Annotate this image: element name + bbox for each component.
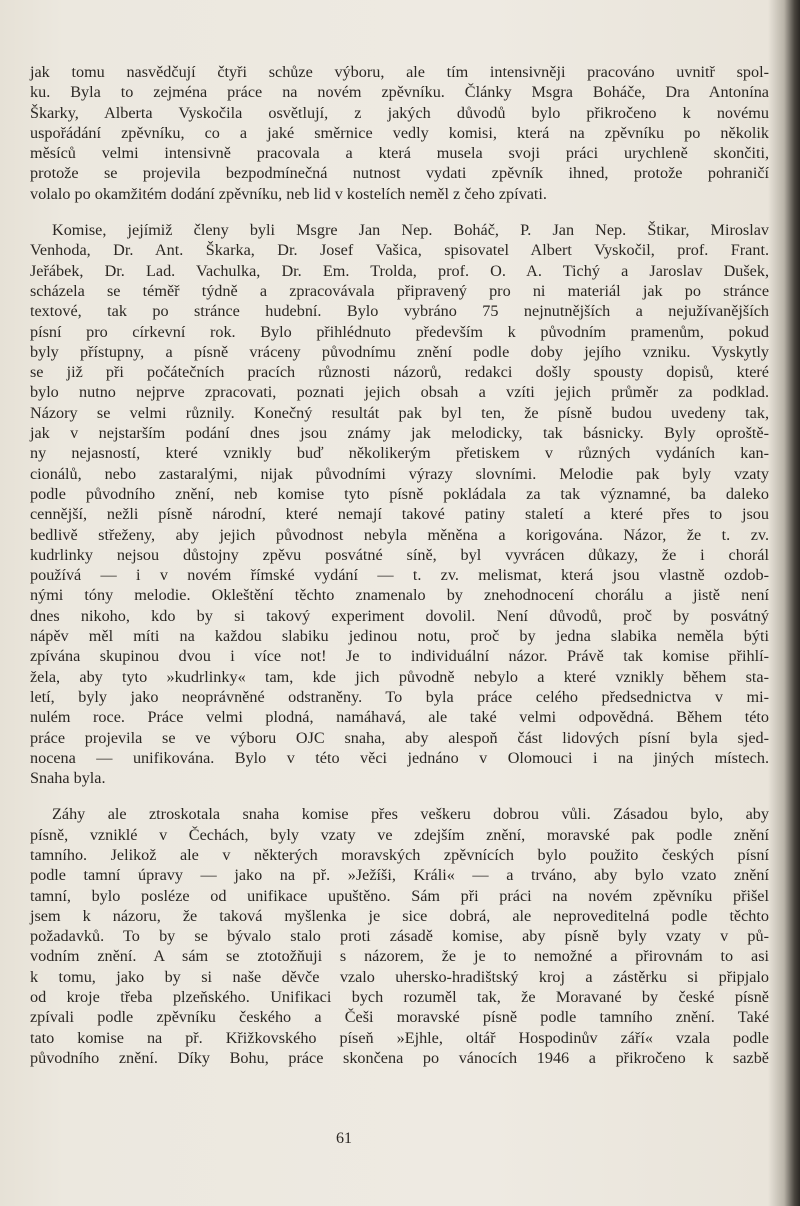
text-line: používá — i v novém římské vydání — t. zv. melismat, která jsou vlastně ozdob- [30,566,769,585]
text-line: volalo po okamžitém dodání zpěvníku, neb lid v kostelích neměl z čeho zpívati. [30,184,547,203]
text-line: Komise, jejímiž členy byli Msgre Jan Nep. Boháč, P. Jan Nep. Štikar, Miroslav [52,221,769,240]
text-line: dnes nikoho, kdo by si takový experiment dovolil. Není důvodů, proč by posvátný [30,606,769,625]
text-line: vodním znění. A sám se ztotožňuji s názorem, že je to nemožné a přirovnám to asi [30,947,769,966]
text-line: bedlivě střeženy, aby jejich původnost nebyla měněna a korigována. Názor, že t. zv. [30,525,769,544]
text-line: byly přístupny, a písně vráceny původnímu znění podle doby jejího vzniku. Vyskytly [30,342,769,361]
text-line: k tomu, jako by si naše děvče vzalo uhersko-hradištský kroj a zástěrku si připjalo [30,967,769,986]
text-line: kudrlinky nejsou důstojny zpěvu posvátné síně, byl vyvrácen důkazy, že i chorál [30,545,769,564]
text-line: požadavků. To by se bývalo stalo proti zásadě komise, aby písně byly vzaty v pů- [30,927,769,946]
text-line: písně, vzniklé v Čechách, byly vzaty ve zdejším znění, moravské pak podle znění [30,825,769,844]
text-line: od kroje třeba plzeňského. Unifikaci bych rozuměl tak, že Moravané by české písně [30,988,769,1007]
text-line: protože se projevila bezpodmínečná nutnost vydati zpěvník ihned, protože pohraničí [30,164,769,183]
text-line: tato komise na př. Křižkovského píseň »Ejhle, oltář Hospodinův září« vzala podle [30,1028,769,1047]
text-line: podle původního znění, neb komise tyto písně pokládala za tak významné, ba daleko [30,484,769,503]
text-line: nými tóny melodie. Okleštění těchto znamenalo by znehodnocení chorálu a jistě není [30,586,769,605]
text-line: ny nejasností, které vznikly buď několikerým přetiskem v různých vydáních kan- [30,444,769,463]
text-line: Venhoda, Dr. Ant. Škarka, Dr. Josef Vašica, spisovatel Albert Vyskočil, prof. Frant. [30,241,769,260]
text-line: žela, aby tyto »kudrlinky« tam, kde jich původně nebylo a které vznikly během sta- [30,667,769,686]
text-line: Názory se velmi různily. Konečný resultát pak byl ten, že písně budou uvedeny tak, [30,403,769,422]
text-line: nulém roce. Práce velmi plodná, namáhavá, ale také velmi odpovědná. Během této [30,708,769,727]
text-line: cennější, nežli písně národní, které nemají takové patiny staletí a které přes to jsou [30,505,769,524]
body-text [30,62,769,1084]
page-number: 61 [336,1130,352,1147]
text-line: textové, tak po stránce hudební. Bylo vybráno 75 nejnutnějších a nejužívanějších [30,302,769,321]
text-line: bylo nutno nejprve zpracovati, poznati jejich obsah a vzíti jejich průměr za podklad. [30,383,769,402]
text-line: podle tamní úpravy — jako na př. »Ježíši, Králi« — a trváno, aby bylo vzato znění [30,866,769,885]
text-line: cionálů, nebo zastaralými, nijak původními výrazy slovními. Melodie pak byly vzaty [30,464,769,483]
text-line: Snaha byla. [30,769,106,788]
text-line: jak v nejstarším podání dnes jsou známy jak melodicky, tak básnicky. Byly oproště- [30,424,769,443]
text-line: Škarky, Alberta Vyskočila osvětlují, z jakých důvodů bylo přikročeno k novému [30,103,769,122]
text-line: nocena — unifikována. Bylo v této věci jednáno v Olomouci i na jiných místech. [30,748,769,767]
text-line: scházela se téměř týdně a zpracovávala připravený pro ni materiál jak po stránce [30,281,769,300]
paragraph [30,220,769,788]
text-line: zpívali podle zpěvníku českého a Češi moravské písně podle tamního znění. Také [30,1008,769,1027]
text-line: jak tomu nasvědčují čtyři schůze výboru, ale tím intensivněji pracováno uvnitř spol- [30,63,769,81]
text-line: původního znění. Díky Bohu, práce skončena po vánocích 1946 a přikročeno k sazbě [30,1048,769,1067]
paragraph [30,62,769,204]
text-line: tamního. Jelikož ale v některých moravských zpěvnících bylo použito českých písní [30,845,769,864]
text-line: se již při počátečních pracích různosti názorů, redakci došly spousty dopisů, které [30,363,769,382]
paragraph [30,804,769,1068]
text-line: jsem k názoru, že taková myšlenka je sice dobrá, ale neproveditelná podle těchto [30,906,769,925]
text-line: ku. Byla to zejména práce na novém zpěvníku. Články Msgra Boháče, Dra Antonína [30,83,769,102]
text-line: letí, byly jako neoprávněné odstraněny. To byla práce celého předsednictva v mi- [30,687,769,706]
text-line: písní pro církevní rok. Bylo přihlédnuto především k původním pramenům, pokud [30,322,769,341]
text-line: uspořádání zpěvníku, co a jaké směrnice vedly komisi, která na zpěvníku po několik [30,123,769,142]
text-line: měsíců velmi intensivně pracovala a která musela svoji práci urychleně skončiti, [30,144,769,163]
text-line: práce projevila se ve výboru OJC snaha, aby alespoň část lidových písní byla sjed- [30,728,769,747]
text-line: Jeřábek, Dr. Lad. Vachulka, Dr. Em. Trolda, prof. O. A. Tichý a Jaroslav Dušek, [30,261,769,280]
text-line: zpívána skupinou dvou i více not! Je to individuální názor. Právě tak komise přihlí- [30,647,769,666]
text-line: tamní, bylo posléze od unifikace upuštěno. Sám při práci na novém zpěvníku přišel [30,886,769,905]
text-line: nápěv měl míti na každou slabiku jedinou notu, proč by jedna slabika neměla býti [30,627,769,646]
text-line: Záhy ale ztroskotala snaha komise přes veškeru dobrou vůli. Zásadou bylo, aby [52,805,769,824]
